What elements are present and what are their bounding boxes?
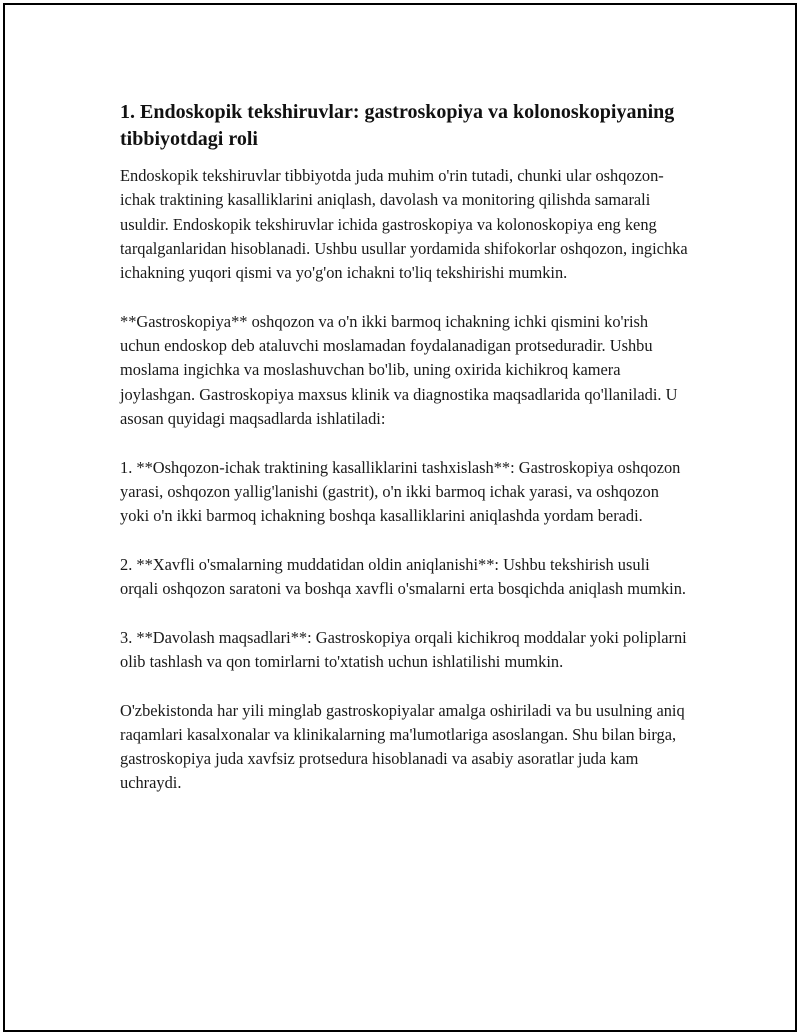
document-body <box>120 99 690 820</box>
paragraph-gastroscopy: **Gastroskopiya** oshqozon va o'n ikki barmoq ichakning ichki qismini ko'rish uchun endoskop deb ataluvchi moslamadan foydalanadigan protseduradir. Ushbu moslama ingichka va moslashuvchan bo'lib, uning oxirida kichikroq kamera joylashgan. Gastroskopiya maxsus klinik va diagnostika maqsadlarida qo'llaniladi. U asosan quyidagi maqsadlarda ishlatiladi: <box>120 311 678 428</box>
list-item-diagnosis: 1. **Oshqozon-ichak traktining kasalliklarini tashxislash**: Gastroskopiya oshqozon yarasi, oshqozon yallig'lanishi (gastrit), o'n ikki barmoq ichak yarasi, va oshqozon yoki o'n ikki barmoq ichakning boshqa kasalliklarini aniqlashda yordam beradi. <box>120 457 681 526</box>
document-page <box>3 3 797 1032</box>
list-item-treatment: 3. **Davolash maqsadlari**: Gastroskopiya orqali kichikroq moddalar yoki poliplarni olib tashlash va qon tomirlarni to'xtatish uchun ishlatilishi mumkin. <box>120 627 687 671</box>
list-item-tumor-detection: 2. **Xavfli o'smalarning muddatidan oldin aniqlanishi**: Ushbu tekshirish usuli orqali oshqozon saratoni va boshqa xavfli o'smalarni erta bosqichda aniqlash mumkin. <box>120 554 687 599</box>
paragraph-intro: Endoskopik tekshiruvlar tibbiyotda juda muhim o'rin tutadi, chunki ular oshqozon-ichak traktining kasalliklarini aniqlash, davolash va monitoring qilishda samarali usuldir. Endoskopik tekshiruvlar ichida gastroskopiya va kolonoskopiya eng keng tarqalganlaridan hisoblanadi. Ushbu usullar yordamida shifokorlar oshqozon, ingichka ichakning yuqori qismi va yo'g'on ichakni to'liq tekshirishi mumkin. <box>120 166 688 283</box>
section-heading: 1. Endoskopik tekshiruvlar: gastroskopiya va kolonoskopiyaning tibbiyotdagi roli <box>120 101 675 150</box>
paragraph-uzbekistan: O'zbekistonda har yili minglab gastroskopiyalar amalga oshiriladi va bu usulning aniq raqamlari kasalxonalar va klinikalarning ma'lumotlariga asoslangan. Shu bilan birga, gastroskopiya juda xavfsiz protsedura hisoblanadi va asabiy asoratlar juda kam uchraydi. <box>120 700 685 793</box>
